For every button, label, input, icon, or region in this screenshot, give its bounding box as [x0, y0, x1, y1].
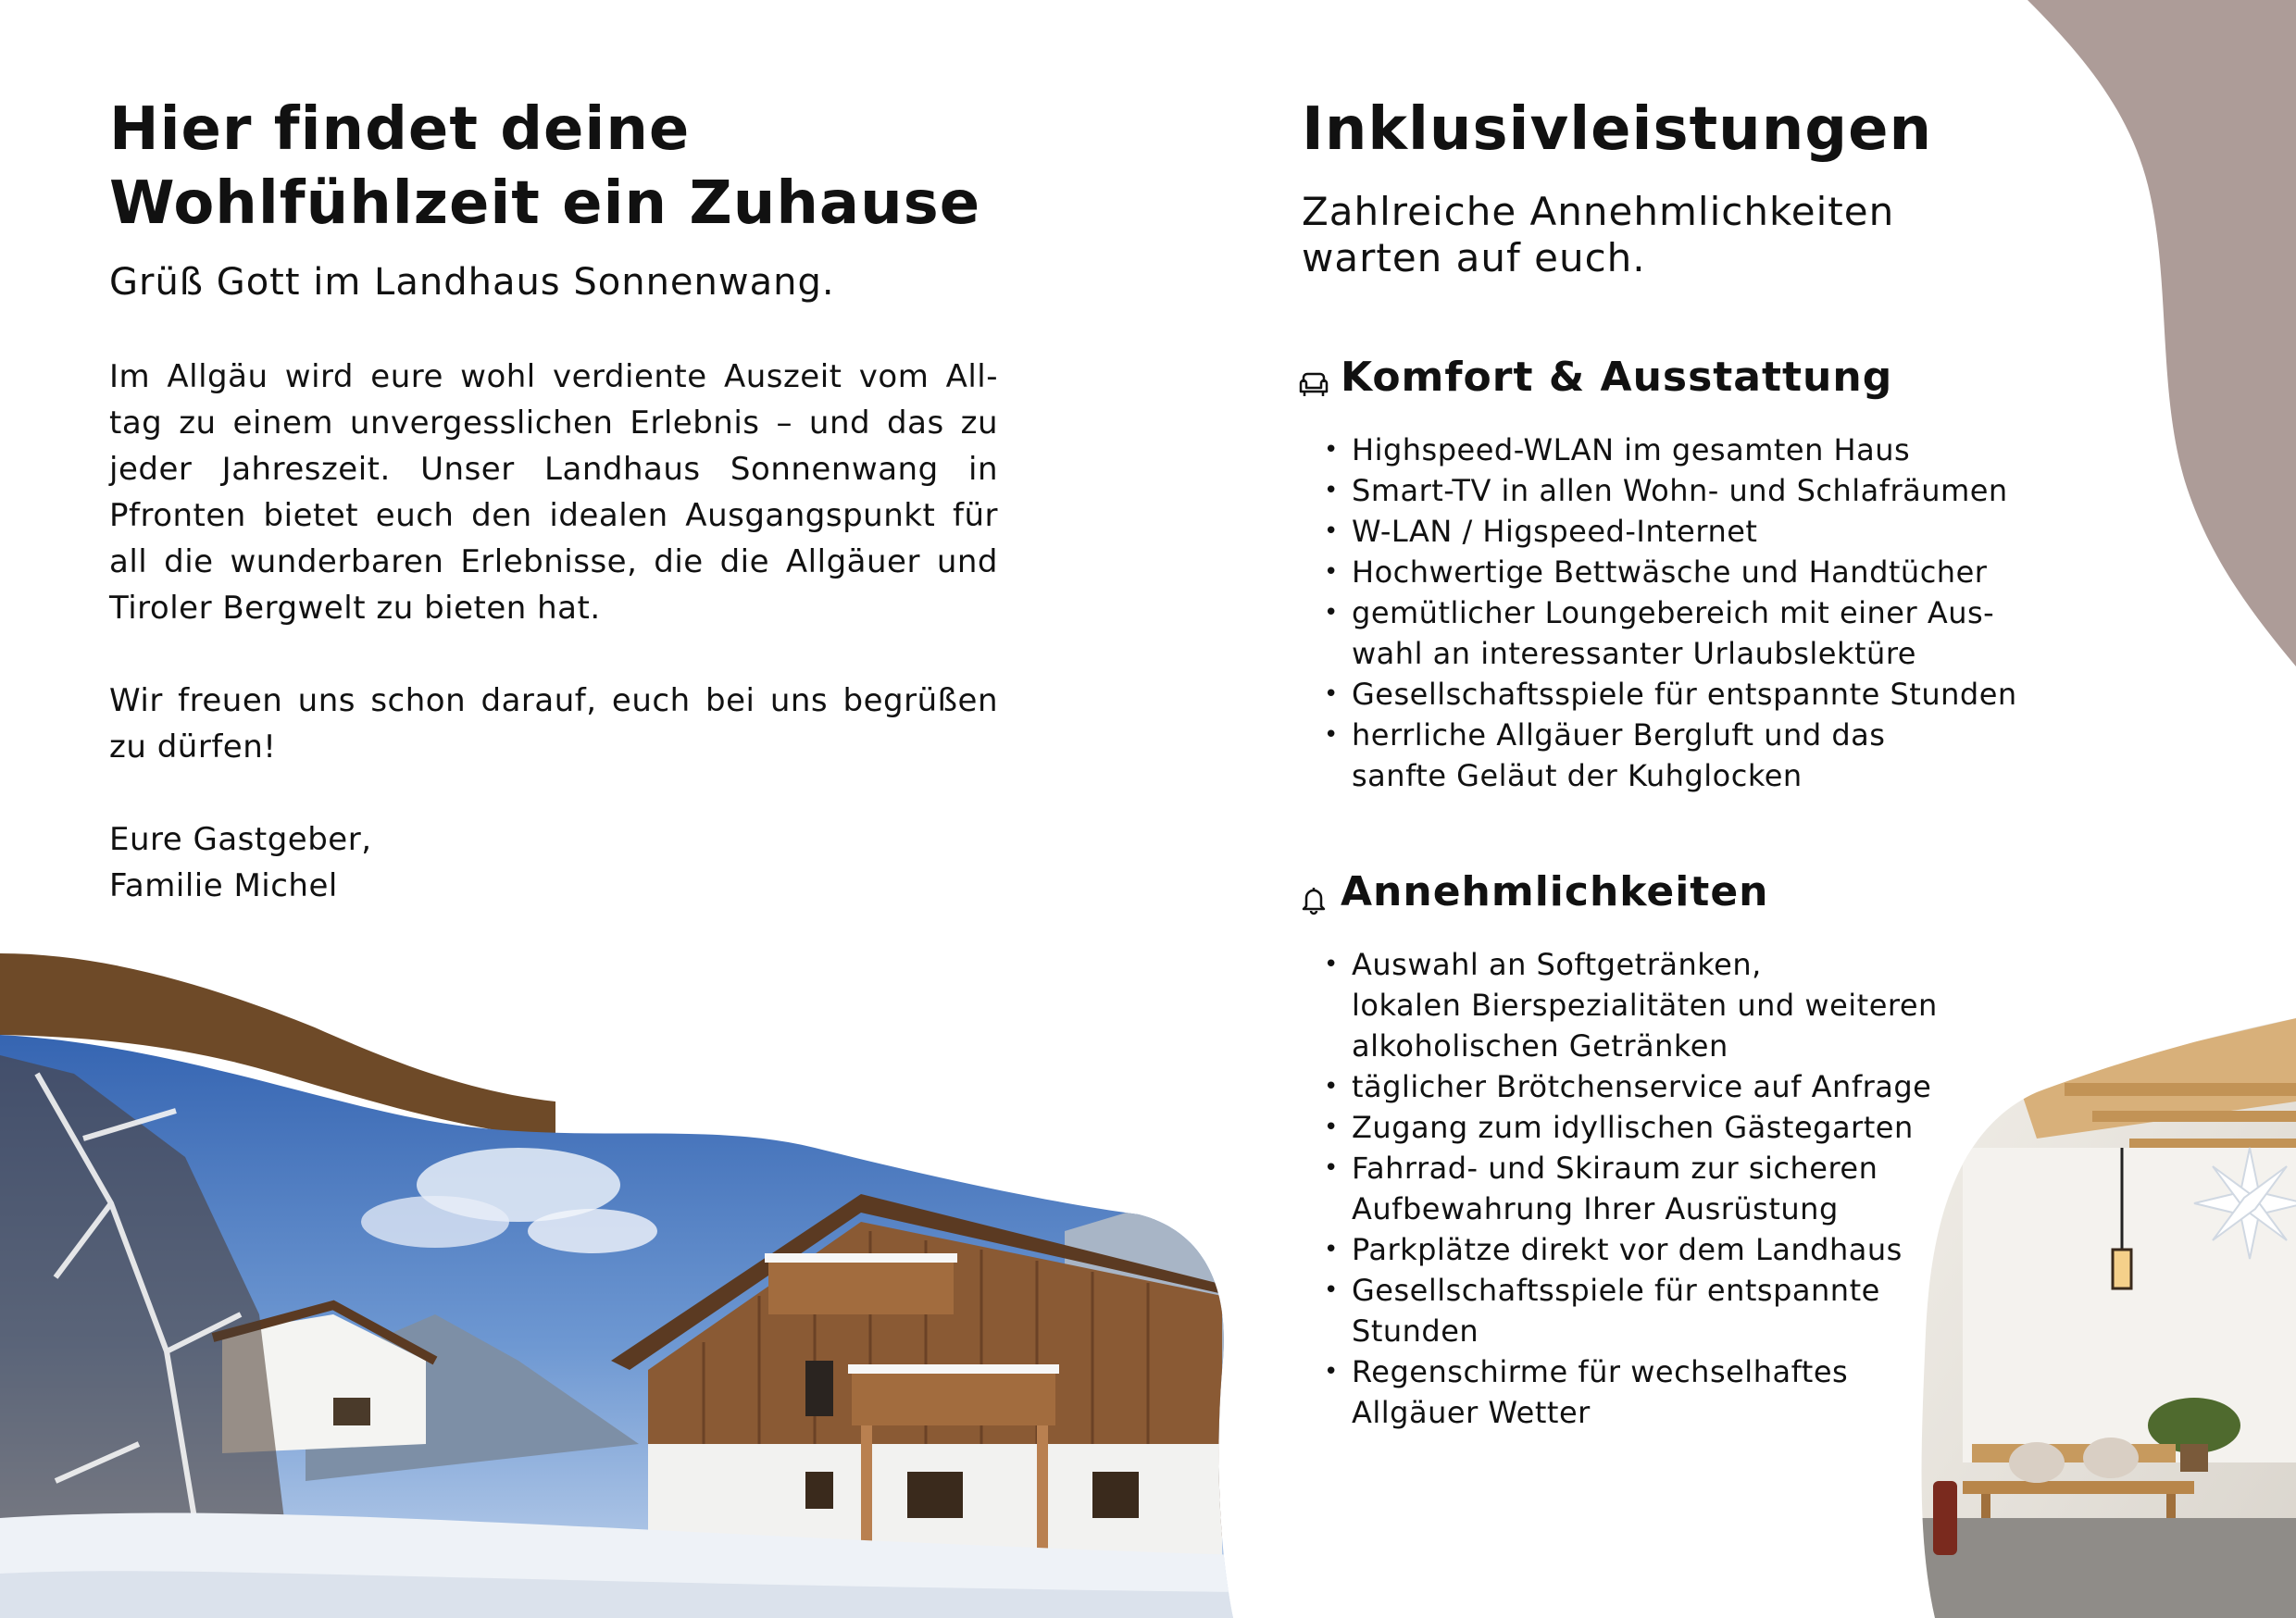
headline-line-1: Hier findet deine — [109, 95, 691, 164]
mauve-blob-shape — [2028, 0, 2296, 666]
inclusive-title: Inklusivleistungen — [1302, 95, 1933, 164]
list-item: • Fahrrad- und Skiraum zur sicheren Aufbewahrung Ihrer Ausrüstung — [1324, 1148, 2046, 1229]
list-item: • Smart-TV in allen Wohn- und Schlafräumen — [1324, 470, 2046, 511]
list-item: • W-LAN / Higspeed-Internet — [1324, 511, 2046, 552]
section-title-annehmlichkeiten — [1298, 866, 1769, 918]
closing — [109, 816, 998, 909]
section-title-komfort — [1298, 352, 1892, 404]
komfort-feature-list — [1324, 429, 2046, 796]
list-item: • täglicher Brötchenservice auf Anfrage — [1324, 1066, 2046, 1107]
inclusive-subtitle — [1302, 189, 2042, 281]
welcome-paragraph-2: Wir freuen uns schon darauf, euch bei uns begrüßen zu dürfen! — [109, 682, 998, 765]
inclusive-services-section — [1302, 93, 2042, 1430]
closing-line-1: Eure Gastgeber, — [109, 821, 372, 858]
list-item: • Auswahl an Softgetränken, lokalen Bierspezialitäten und weiteren alkoholischen Getränken — [1324, 944, 2046, 1066]
list-item: • Gesellschaftsspiele für entspannte Stunden — [1324, 1270, 2046, 1351]
closing-line-2: Familie Michel — [109, 867, 338, 904]
list-item: • gemütlicher Loungebereich mit einer Aus- wahl an interessanter Urlaubslektüre — [1324, 592, 2046, 674]
list-item: • herrliche Allgäuer Bergluft und das sanfte Geläut der Kuhglocken — [1324, 715, 2046, 796]
list-item: • Zugang zum idyllischen Gästegarten — [1324, 1107, 2046, 1148]
inclusive-subtitle-line-2: warten auf euch. — [1302, 235, 1646, 280]
welcome-body — [109, 354, 998, 909]
bell-icon — [1298, 877, 1329, 908]
list-item: • Hochwertige Bettwäsche und Handtücher — [1324, 552, 2046, 592]
welcome-section — [109, 93, 998, 909]
annehmlichkeiten-feature-list — [1324, 944, 2046, 1433]
list-item: • Highspeed-WLAN im gesamten Haus — [1324, 429, 2046, 470]
headline-line-2: Wohlfühlzeit ein Zuhause — [109, 169, 981, 238]
inclusive-subtitle-line-1: Zahlreiche Annehmlichkeiten — [1302, 189, 1895, 234]
welcome-headline — [109, 93, 998, 241]
section-title-komfort-label: Komfort & Ausstattung — [1341, 354, 1893, 401]
list-item: • Gesellschaftsspiele für entspannte Stunden — [1324, 674, 2046, 715]
section-title-annehmlichkeiten-label: Annehmlichkeiten — [1341, 868, 1769, 915]
welcome-paragraph-1: Im Allgäu wird eure wohl verdiente Auszeit vom All-tag zu einem unvergesslichen Erlebnis – und das zu jeder Jahreszeit. Unser Landhaus Sonnenwang in Pfronten bietet euch den idealen Ausgangspunkt für all die wunderbaren Erlebnisse, die die Allgäuer und Tiroler Bergwelt zu bieten hat. — [109, 358, 998, 627]
landhaus-winter-photo — [0, 1000, 1241, 1618]
list-item: • Parkplätze direkt vor dem Landhaus — [1324, 1229, 2046, 1270]
list-item: • Regenschirme für wechselhaftes Allgäuer Wetter — [1324, 1351, 2046, 1433]
welcome-subline: Grüß Gott im Landhaus Sonnenwang. — [109, 261, 835, 304]
armchair-icon — [1298, 362, 1329, 393]
